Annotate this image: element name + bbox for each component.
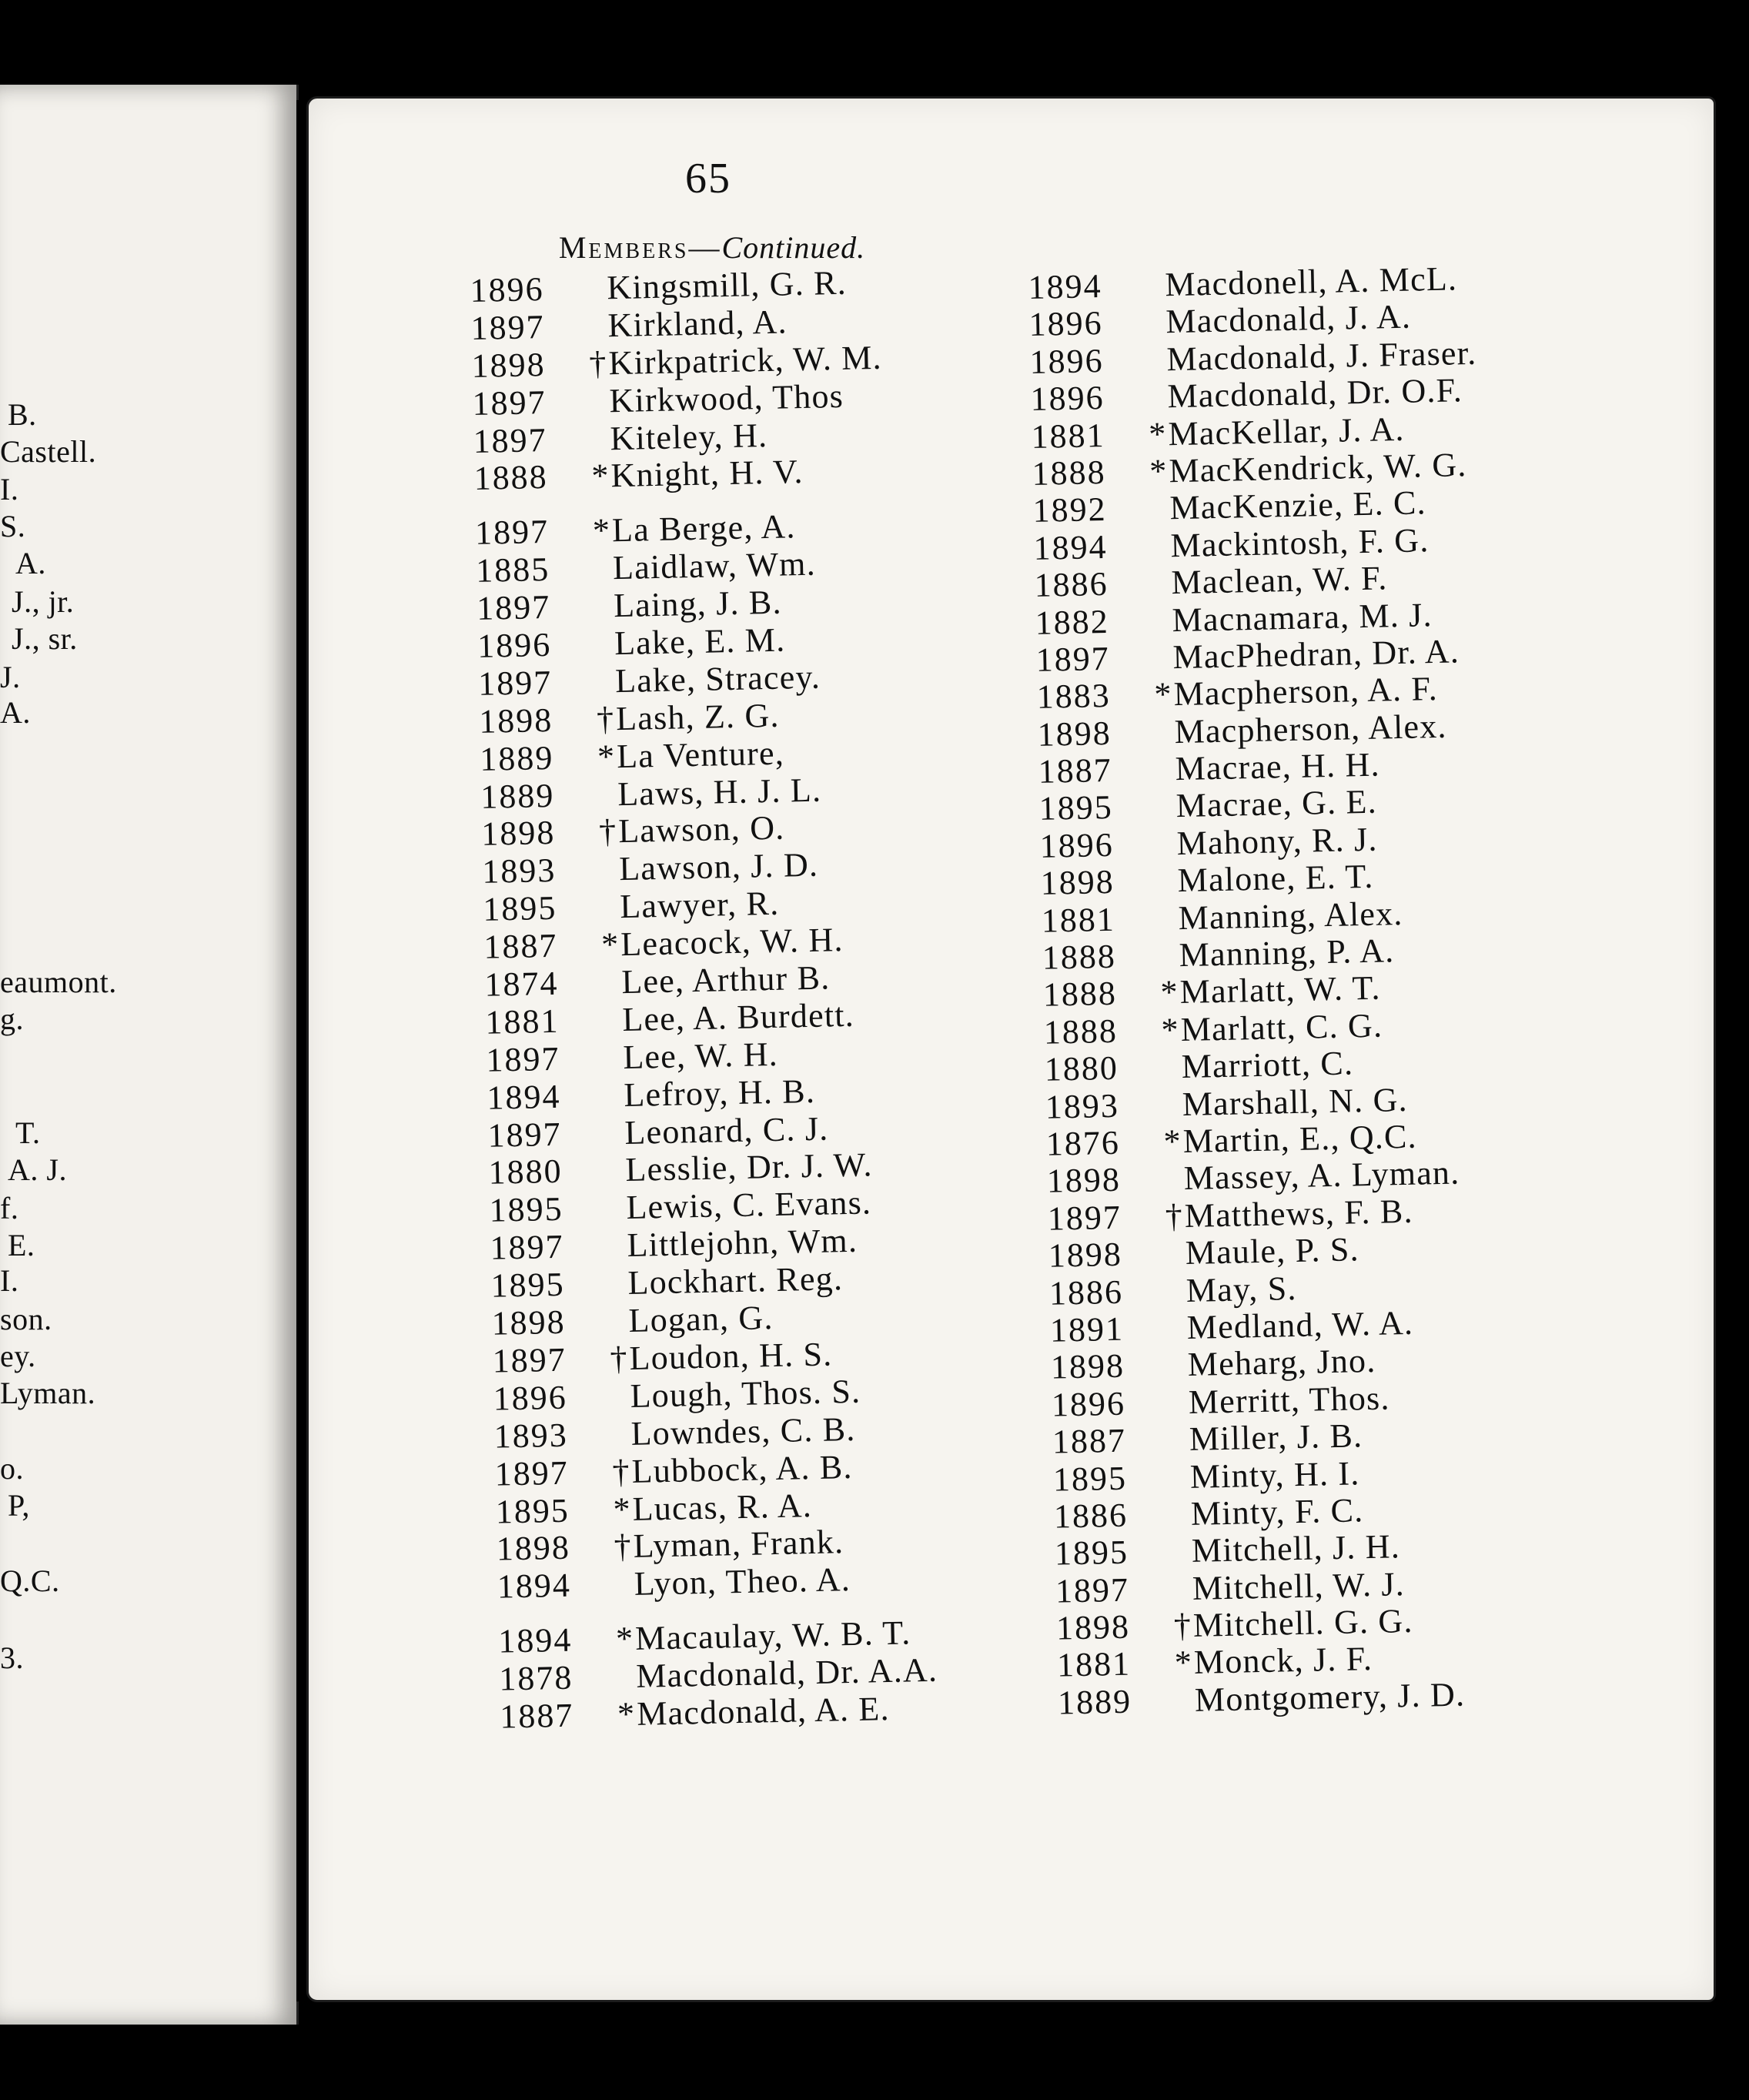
- member-mark: *: [590, 456, 610, 496]
- left-page-fragment: P,: [8, 1488, 30, 1523]
- member-name: Lucas, R. A.: [632, 1486, 813, 1528]
- member-mark: [609, 1407, 629, 1408]
- member-year: 1885: [475, 550, 550, 590]
- left-page-fragment: I.: [0, 1263, 19, 1298]
- member-name: Kirkpatrick, W. M.: [608, 338, 883, 383]
- member-name: MacKenzie, E. C.: [1169, 483, 1427, 527]
- member-year: 1893: [493, 1416, 569, 1456]
- member-year: 1895: [490, 1265, 566, 1305]
- member-mark: [1154, 780, 1174, 781]
- member-mark: [1157, 929, 1177, 930]
- member-name: Mackintosh, F. G.: [1170, 520, 1430, 564]
- member-mark: [1169, 1525, 1189, 1526]
- member-name: Lowndes, C. B.: [630, 1409, 856, 1453]
- member-name: Macdonell, A. McL.: [1164, 259, 1458, 304]
- member-mark: *: [1149, 452, 1169, 490]
- left-page-fragment: A.: [15, 546, 46, 580]
- member-mark: [593, 654, 613, 655]
- member-name: Laing, J. B.: [613, 583, 783, 625]
- member-mark: †: [598, 812, 617, 851]
- member-name: Lyman, Frank.: [633, 1523, 844, 1566]
- member-name: Macdonald, J. Fraser.: [1166, 333, 1477, 379]
- member-year: 1896: [1029, 341, 1105, 381]
- left-page-fragment: J., sr.: [12, 621, 78, 656]
- member-year: 1874: [483, 964, 559, 1004]
- member-mark: *: [615, 1620, 634, 1658]
- member-mark: [607, 1294, 627, 1295]
- member-mark: [607, 1332, 627, 1333]
- member-name: Knight, H. V.: [610, 453, 804, 495]
- left-page-text-fragments: [0, 85, 296, 2025]
- member-year: 1898: [1037, 714, 1112, 754]
- member-name: Montgomery, J. D.: [1194, 1675, 1466, 1719]
- member-entry: [470, 262, 909, 309]
- left-page-fragment: I.: [0, 472, 19, 507]
- member-mark: †: [588, 344, 608, 383]
- member-name: Kiteley, H.: [610, 416, 768, 457]
- member-year: 1892: [1032, 490, 1108, 530]
- member-name: Lyon, Theo. A.: [634, 1560, 851, 1603]
- member-name: Macrae, G. E.: [1175, 783, 1378, 825]
- member-name: Malone, E. T.: [1177, 858, 1374, 900]
- member-year: 1882: [1035, 602, 1110, 642]
- member-name: Kirkland, A.: [607, 303, 788, 345]
- section-heading-title: Members—: [558, 230, 722, 265]
- member-year: 1896: [477, 625, 552, 665]
- left-page-fragment: T.: [15, 1115, 41, 1150]
- member-name: Miller, J. B.: [1189, 1416, 1363, 1459]
- section-heading-continued: Continued.: [721, 230, 866, 265]
- member-mark: [1170, 1562, 1190, 1563]
- member-year: 1898: [1048, 1235, 1123, 1275]
- left-page-fragment: g.: [0, 1002, 24, 1036]
- member-name: Mitchell. G. G.: [1192, 1601, 1414, 1644]
- member-mark: [604, 1144, 624, 1145]
- member-name: Marlatt, W. T.: [1179, 969, 1382, 1012]
- member-year: 1896: [1028, 304, 1104, 344]
- member-name: Lash, Z. G.: [615, 696, 781, 737]
- member-name: Littlejohn, Wm.: [627, 1221, 858, 1265]
- member-mark: *: [1163, 1122, 1182, 1161]
- member-mark: [603, 1106, 623, 1107]
- member-year: 1897: [490, 1227, 565, 1267]
- member-mark: *: [1160, 973, 1179, 1012]
- member-name: Minty, F. C.: [1190, 1491, 1364, 1533]
- left-page-fragment: 3.: [0, 1640, 24, 1675]
- member-year: 1898: [496, 1529, 571, 1569]
- left-page: [0, 85, 299, 2025]
- member-year: 1895: [1038, 788, 1114, 828]
- member-mark: [606, 1256, 626, 1257]
- member-mark: [1158, 966, 1178, 967]
- member-name: Loudon, H. S.: [629, 1335, 833, 1377]
- member-entry: [500, 1688, 939, 1735]
- member-mark: *: [597, 737, 616, 776]
- member-name: Maule, P. S.: [1185, 1230, 1360, 1272]
- left-page-fragment: B.: [8, 397, 37, 432]
- member-year: 1895: [1054, 1533, 1129, 1573]
- left-page-fragment: E.: [8, 1228, 35, 1262]
- member-year: 1887: [499, 1696, 574, 1736]
- member-name: Macdonald, Dr. O.F.: [1167, 371, 1463, 416]
- member-mark: [1156, 891, 1176, 892]
- member-year: 1897: [472, 383, 547, 423]
- member-year: 1881: [484, 1002, 560, 1042]
- member-year: 1897: [477, 663, 553, 703]
- member-year: 1896: [1039, 825, 1115, 865]
- member-name: Matthews, F. B.: [1184, 1192, 1414, 1235]
- member-mark: *: [1161, 1010, 1180, 1049]
- left-page-fragment: S.: [0, 509, 26, 543]
- member-mark: †: [614, 1527, 633, 1566]
- member-year: 1894: [486, 1077, 561, 1117]
- member-name: Monck, J. F.: [1193, 1640, 1373, 1682]
- member-name: Marriott, C.: [1181, 1044, 1354, 1086]
- member-year: 1886: [1048, 1272, 1124, 1312]
- member-year: 1895: [489, 1190, 564, 1230]
- member-year: 1883: [1036, 677, 1112, 717]
- member-name: MacKendrick, W. G.: [1169, 446, 1467, 490]
- member-mark: [1145, 370, 1165, 371]
- member-name: MacPhedran, Dr. A.: [1172, 632, 1460, 677]
- member-name: Lawyer, R.: [619, 884, 780, 926]
- member-mark: *: [592, 511, 611, 550]
- member-year: 1894: [497, 1620, 573, 1660]
- member-year: 1898: [471, 345, 547, 385]
- member-mark: †: [596, 699, 615, 738]
- member-name: Lawson, O.: [617, 809, 785, 851]
- member-mark: [1152, 668, 1172, 669]
- member-mark: *: [617, 1694, 636, 1734]
- member-mark: [1162, 1189, 1182, 1190]
- member-year: 1898: [491, 1302, 567, 1343]
- left-page-fragment: Castell.: [0, 434, 97, 469]
- member-name: Lewis, C. Evans.: [626, 1183, 872, 1227]
- member-mark: [591, 579, 611, 580]
- member-mark: [1161, 1115, 1181, 1116]
- member-name: Lefroy, H. B.: [623, 1072, 816, 1114]
- member-year: 1887: [1052, 1421, 1127, 1461]
- member-mark: [1164, 1264, 1184, 1265]
- member-mark: [602, 1068, 622, 1069]
- member-name: MacKellar, J. A.: [1168, 410, 1406, 453]
- left-page-fragment: Q.C.: [0, 1563, 60, 1598]
- member-name: Macdonald, Dr. A.A.: [635, 1650, 938, 1695]
- member-mark: [1146, 407, 1166, 408]
- member-year: 1897: [494, 1453, 570, 1493]
- member-year: 1893: [481, 851, 557, 891]
- member-year: 1897: [1035, 639, 1111, 679]
- members-column-left: [470, 262, 939, 1734]
- member-mark: †: [1173, 1606, 1192, 1645]
- member-year: 1881: [1056, 1645, 1132, 1685]
- member-mark: [1169, 1487, 1189, 1488]
- member-name: Maclean, W. F.: [1171, 559, 1388, 602]
- member-name: Merritt, Thos.: [1188, 1379, 1390, 1421]
- member-year: 1898: [1046, 1161, 1122, 1201]
- member-year: 1897: [1055, 1570, 1130, 1610]
- member-year: 1894: [1033, 527, 1109, 567]
- member-mark: [1173, 1711, 1193, 1712]
- member-name: Macpherson, Alex.: [1174, 707, 1448, 751]
- member-mark: [587, 336, 607, 337]
- member-mark: [594, 692, 614, 693]
- member-mark: [588, 412, 608, 413]
- member-name: Lake, Stracey.: [614, 657, 821, 701]
- member-year: 1897: [487, 1115, 563, 1155]
- member-name: Leonard, C. J.: [624, 1109, 829, 1152]
- member-name: Minty, H. I.: [1189, 1453, 1360, 1496]
- member-year: 1876: [1045, 1123, 1121, 1163]
- member-year: 1894: [497, 1566, 572, 1606]
- member-year: 1881: [1031, 416, 1106, 456]
- member-name: Kirkwood, Thos: [609, 376, 844, 420]
- member-mark: [1145, 333, 1165, 334]
- member-mark: [1167, 1413, 1187, 1414]
- member-year: 1898: [1050, 1347, 1125, 1387]
- member-mark: †: [609, 1339, 629, 1378]
- member-name: Kingsmill, G. R.: [606, 263, 848, 307]
- left-page-fragment: A.: [0, 695, 31, 730]
- member-name: Medland, W. A.: [1186, 1303, 1414, 1346]
- member-name: Lesslie, Dr. J. W.: [624, 1145, 874, 1189]
- member-name: May, S.: [1186, 1269, 1298, 1309]
- member-name: Manning, Alex.: [1178, 894, 1403, 937]
- member-name: Lockhart. Reg.: [627, 1259, 844, 1302]
- member-year: 1896: [1030, 379, 1105, 419]
- member-name: Lee, W. H.: [622, 1035, 779, 1076]
- member-name: Mitchell, W. J.: [1192, 1564, 1406, 1607]
- left-page-fragment: son.: [0, 1302, 52, 1336]
- member-name: Lubbock, A. B.: [631, 1447, 854, 1490]
- member-mark: [610, 1445, 630, 1446]
- member-year: 1898: [478, 701, 553, 741]
- member-year: 1887: [1038, 751, 1113, 791]
- member-mark: †: [1165, 1196, 1184, 1236]
- member-name: Macaulay, W. B. T.: [634, 1613, 911, 1658]
- member-year: 1888: [473, 458, 549, 498]
- member-name: Marshall, N. G.: [1182, 1080, 1409, 1123]
- member-mark: [597, 805, 617, 806]
- member-mark: *: [1174, 1644, 1193, 1682]
- member-year: 1898: [1055, 1607, 1131, 1647]
- member-name: Mahony, R. J.: [1176, 820, 1379, 862]
- member-name: Macnamara, M. J.: [1172, 595, 1433, 639]
- member-name: Laws, H. J. L.: [617, 771, 822, 813]
- left-page-fragment: Lyman.: [0, 1376, 96, 1410]
- member-name: Logan, G.: [628, 1299, 774, 1340]
- left-page-fragment: A. J.: [8, 1152, 67, 1187]
- member-year: 1889: [480, 776, 555, 816]
- member-year: 1878: [498, 1658, 574, 1698]
- member-name: Lee, Arthur B.: [620, 958, 831, 1002]
- member-year: 1888: [1042, 975, 1118, 1015]
- member-year: 1897: [492, 1340, 567, 1380]
- member-year: 1880: [1044, 1048, 1119, 1088]
- left-page-fragment: J.: [0, 660, 21, 694]
- member-year: 1896: [1051, 1384, 1126, 1424]
- member-year: 1895: [1052, 1459, 1128, 1499]
- member-year: 1888: [1042, 937, 1117, 977]
- member-mark: [615, 1687, 635, 1688]
- member-mark: [1151, 631, 1171, 632]
- member-mark: *: [1153, 675, 1173, 714]
- member-year: 1896: [493, 1378, 568, 1418]
- page-number: 65: [685, 155, 731, 202]
- member-year: 1897: [470, 307, 546, 347]
- member-name: Marlatt, C. G.: [1180, 1006, 1383, 1048]
- member-mark: [601, 1031, 621, 1032]
- member-year: 1897: [474, 513, 550, 553]
- member-name: La Venture,: [616, 734, 785, 775]
- member-name: Mitchell, J. H.: [1191, 1527, 1401, 1570]
- left-page-fragment: J., jr.: [12, 584, 75, 619]
- member-year: 1880: [488, 1152, 563, 1192]
- member-year: 1897: [476, 588, 551, 628]
- member-year: 1889: [1057, 1682, 1132, 1722]
- left-page-fragment: ey.: [0, 1339, 36, 1373]
- member-year: 1893: [1045, 1086, 1120, 1126]
- member-name: Lawson, J. D.: [618, 846, 819, 888]
- member-year: 1897: [473, 420, 548, 460]
- member-year: 1895: [482, 889, 557, 929]
- member-name: Lough, Thos. S.: [630, 1372, 861, 1415]
- member-mark: [600, 993, 620, 994]
- member-year: 1898: [480, 814, 556, 854]
- member-year: 1898: [1040, 863, 1115, 903]
- member-name: Macpherson, A. F.: [1173, 670, 1439, 714]
- left-page-fragment: o.: [0, 1451, 24, 1486]
- member-mark: [598, 880, 618, 881]
- member-name: Leacock, W. H.: [620, 921, 844, 964]
- member-name: Martin, E., Q.C.: [1182, 1117, 1418, 1161]
- member-year: 1896: [470, 269, 545, 309]
- member-name: Massey, A. Lyman.: [1183, 1153, 1460, 1198]
- member-year: 1897: [485, 1039, 560, 1079]
- member-name: Manning, P. A.: [1179, 931, 1395, 975]
- left-page-fragment: f.: [0, 1191, 19, 1226]
- section-heading: [497, 229, 928, 266]
- member-mark: †: [611, 1452, 631, 1491]
- member-year: 1886: [1034, 565, 1109, 605]
- left-page-fragment: eaumont.: [0, 965, 117, 999]
- member-year: 1894: [1028, 266, 1103, 306]
- member-name: Lake, E. M.: [614, 620, 786, 663]
- member-mark: [1168, 1450, 1188, 1451]
- member-name: Macdonald, J. A.: [1165, 297, 1412, 341]
- member-mark: *: [1148, 414, 1168, 453]
- member-year: 1887: [483, 926, 558, 966]
- member-mark: *: [613, 1490, 632, 1528]
- member-name: La Berge, A.: [611, 507, 796, 550]
- member-name: Meharg, Jno.: [1187, 1342, 1376, 1384]
- member-year: 1891: [1049, 1309, 1125, 1349]
- member-name: Laidlaw, Wm.: [612, 544, 817, 587]
- member-name: Macrae, H. H.: [1175, 745, 1381, 788]
- member-mark: [1155, 854, 1175, 855]
- member-year: 1889: [479, 738, 554, 778]
- member-mark: [613, 1595, 633, 1596]
- member-year: 1897: [1047, 1198, 1122, 1238]
- member-name: Lee, A. Burdett.: [621, 995, 855, 1038]
- member-year: 1895: [495, 1491, 570, 1531]
- member-name: Macdonald, A. E.: [636, 1689, 891, 1733]
- member-year: 1886: [1053, 1496, 1129, 1536]
- member-year: 1888: [1043, 1012, 1119, 1052]
- member-mark: [1153, 743, 1173, 744]
- member-year: 1881: [1041, 900, 1116, 940]
- member-year: 1888: [1032, 453, 1107, 493]
- member-mark: *: [600, 925, 620, 964]
- members-column-right: [1028, 259, 1505, 1720]
